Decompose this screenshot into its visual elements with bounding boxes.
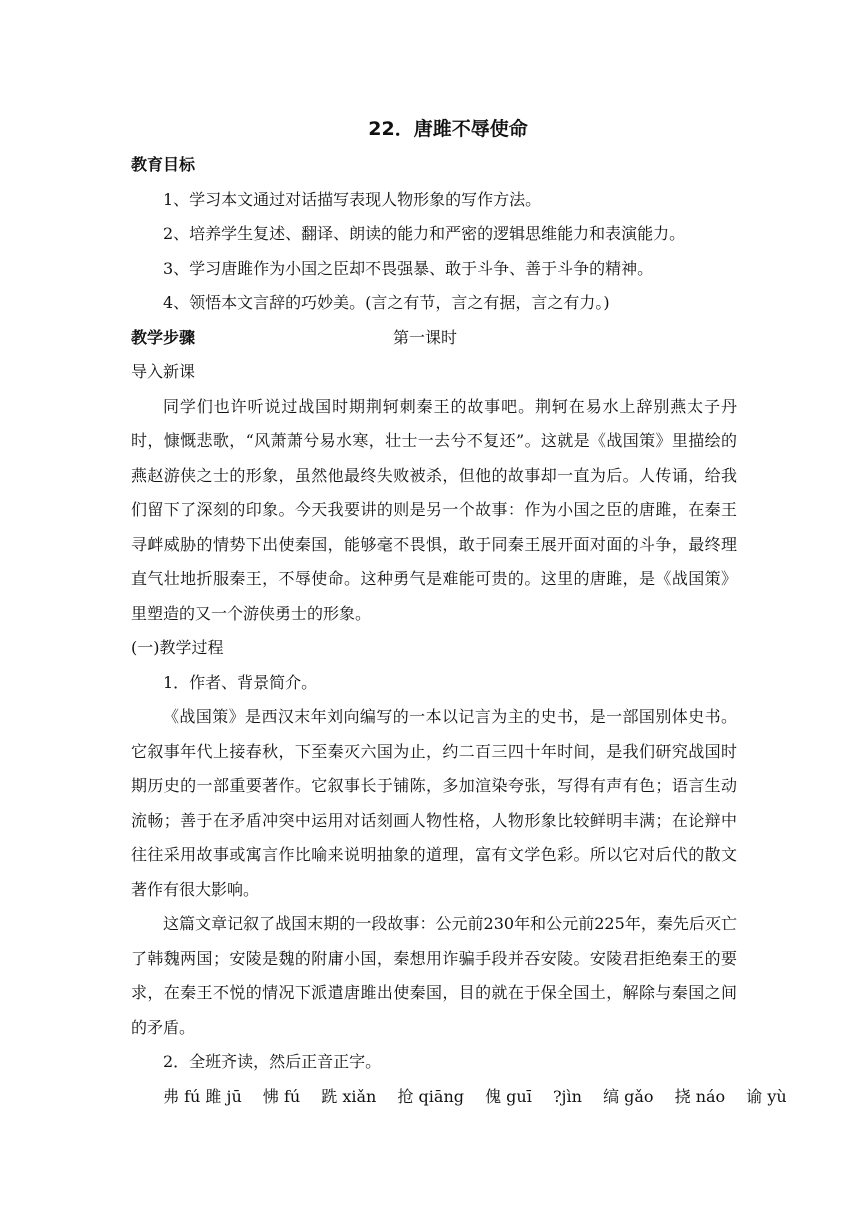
pinyin-list [131,1080,787,1115]
goal-item: 4、领悟本文言辞的巧妙美。(言之有节，言之有据，言之有力。) [163,293,610,312]
process-heading: (一)教学过程 [131,638,224,657]
steps-row [131,321,737,356]
lesson-label: 第一课时 [393,327,458,347]
pinyin-entry: 弗 fú 雎 jū [163,1086,242,1106]
intro-paragraph: 同学们也许听说过战国时期荆轲刺秦王的故事吧。荆轲在易水上辞别燕太子丹时，慷慨悲歌，“风萧萧兮易水寒，壮士一去兮不复还”。这就是《战国策》里描绘的燕赵游侠之士的形象，虽然他最终失败被杀，但他的故事却一直为后。人传诵，给我们留下了深刻的印象。今天我要讲的则是另一个故事：作为小国之臣的唐雎，在秦王寻衅威胁的情势下出使秦国，能够毫不畏惧，敢于同秦王展开面对面的斗争，最终理直气壮地折服秦王，不辱使命。这种勇气是难能可贵的。这里的唐雎，是《战国策》里塑造的又一个游侠勇士的形象。 [131,396,737,623]
document-title: 22．唐雎不辱使命 [368,118,528,140]
goal-item: 1、学习本文通过对话描写表现人物形象的写作方法。 [163,189,542,209]
pinyin-entry: 挠 náo [674,1086,726,1106]
history-paragraph: 这篇文章记叙了战国末期的一段故事：公元前230年和公元前225年，秦先后灭亡了韩魏两国；安陵是魏的附庸小国，秦想用诈骗手段并吞安陵。安陵君拒绝秦王的要求，在秦王不悦的情况下派遣唐雎出使秦国，目的就在于保全国土，解除与秦国之间的矛盾。 [131,914,737,1037]
pinyin-entry: 怫 fú [262,1086,301,1106]
intro-heading: 导入新课 [131,362,196,381]
pinyin-entry: 缟 gǎo [603,1086,654,1106]
document-page [131,110,787,1114]
pinyin-entry: 抢 qiāng [397,1086,464,1106]
goal-item: 2、培养学生复述、翻译、朗读的能力和严密的逻辑思维能力和表演能力。 [163,224,686,243]
pinyin-entry: 谕 yù [746,1086,787,1106]
pinyin-entry: 跣 xiǎn [321,1086,377,1106]
step-1-label: 1．作者、背景简介。 [163,672,318,692]
step-2-label: 2．全班齐读，然后正音正字。 [163,1052,382,1071]
pinyin-entry: ?jìn [552,1086,582,1106]
background-paragraph: 《战国策》是西汉末年刘向编写的一本以记言为主的史书，是一部国别体史书。它叙事年代上接春秋，下至秦灭六国为止，约二百三四十年时间，是我们研究战国时期历史的一部重要著作。它叙事长于铺陈，多加渲染夸张，写得有声有色；语言生动流畅；善于在矛盾冲突中运用对话刻画人物性格，人物形象比较鲜明丰满；在论辩中往往采用故事或寓言作比喻来说明抽象的道理，富有文学色彩。所以它对后代的散文著作有很大影响。 [131,707,737,899]
goal-item: 3、学习唐雎作为小国之臣却不畏强暴、敢于斗争、善于斗争的精神。 [163,258,654,278]
pinyin-entry: 傀 guī [485,1086,532,1106]
steps-heading: 教学步骤 [131,327,196,347]
goals-heading: 教育目标 [131,155,196,174]
